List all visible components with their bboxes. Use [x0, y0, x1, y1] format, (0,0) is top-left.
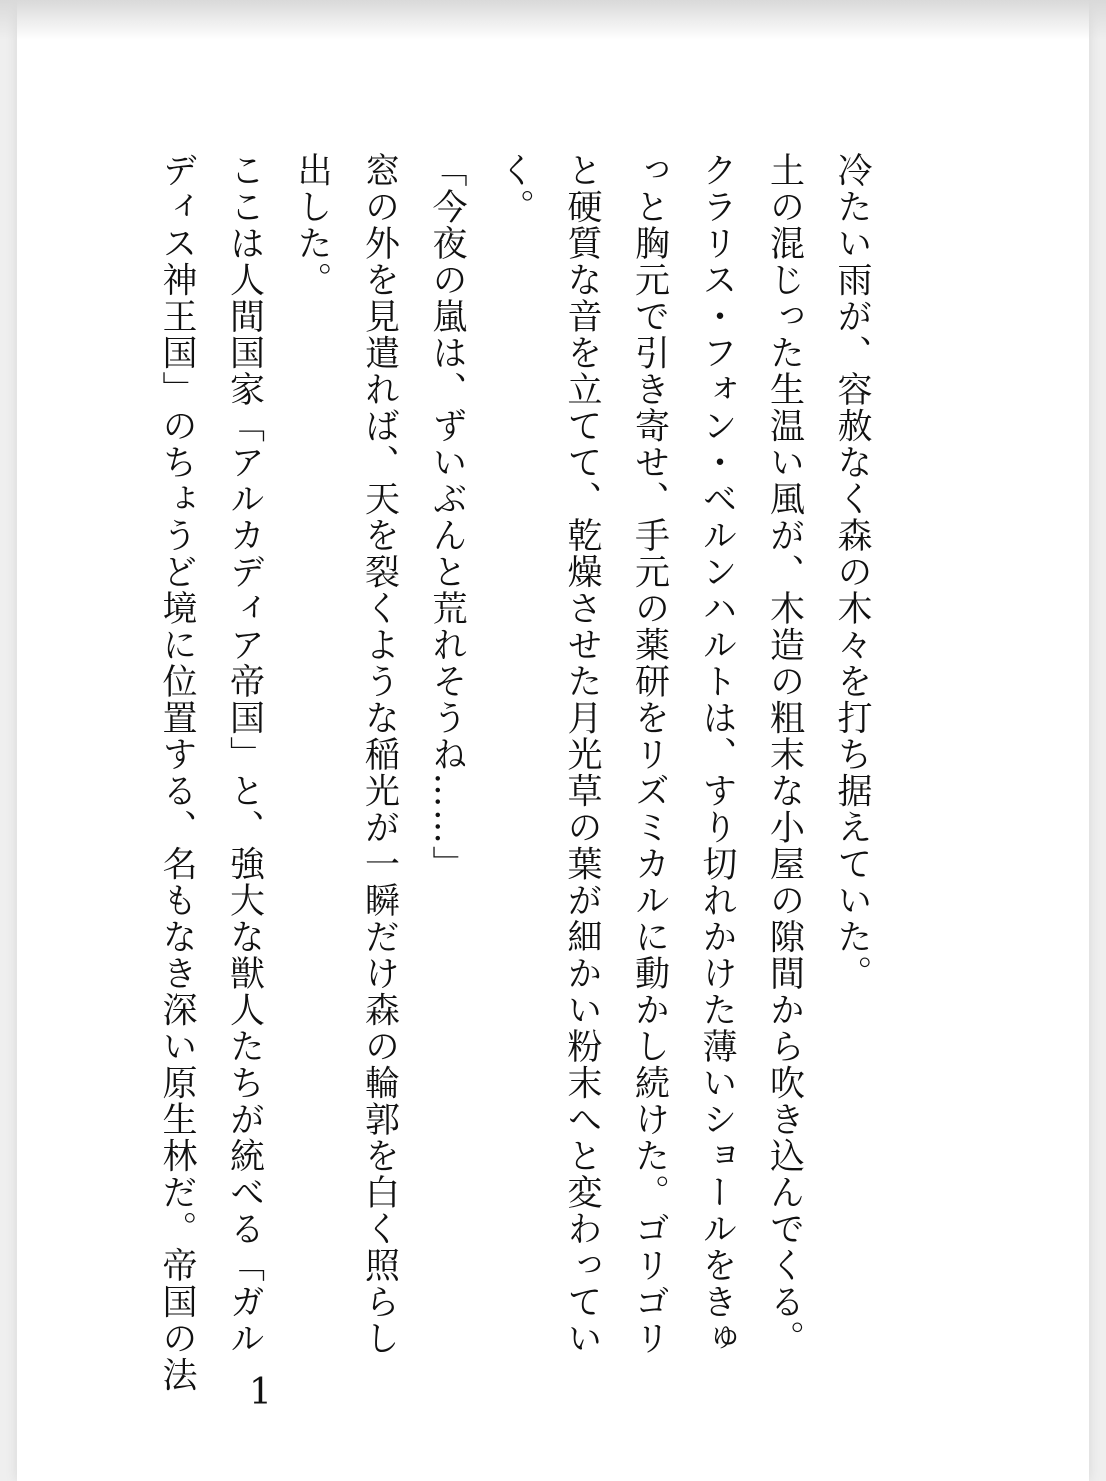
text-line-4: っと胸元で引き寄せ、手元の薬研をリズミカルに動かし続けた。ゴリゴリ	[629, 152, 670, 1357]
text-line-1: 冷たい雨が、容赦なく森の木々を打ち据えていた。	[832, 152, 872, 992]
text-line-5: と硬質な音を立てて、乾燥させた月光草の葉が細かい粉末へと変わってい	[562, 152, 602, 1357]
text-line-9: 出した。	[292, 152, 332, 298]
page-number: 1	[249, 1372, 272, 1413]
text-line-6: く。	[494, 152, 535, 225]
book-page	[17, 0, 1089, 1481]
text-line-10: ここは人間国家「アルカディア帝国」と、強大な獣人たちが統べる「ガル	[224, 152, 265, 1357]
text-line-8: 窓の外を見遣れば、天を裂くような稲光が一瞬だけ森の輪郭を白く照らし	[359, 152, 400, 1357]
text-line-7: 「今夜の嵐は、ずいぶんと荒れそうね……」	[427, 152, 467, 882]
text-line-11: ディス神王国」のちょうど境に位置する、名もなき深い原生林だ。帝国の法	[157, 152, 197, 1393]
text-line-3: クラリス・フォン・ベルンハルトは、すり切れかけた薄いショールをきゅ	[697, 152, 737, 1357]
vertical-text-body	[143, 152, 886, 1393]
text-line-2: 土の混じった生温い風が、木造の粗末な小屋の隙間から吹き込んでくる。	[764, 152, 805, 1357]
